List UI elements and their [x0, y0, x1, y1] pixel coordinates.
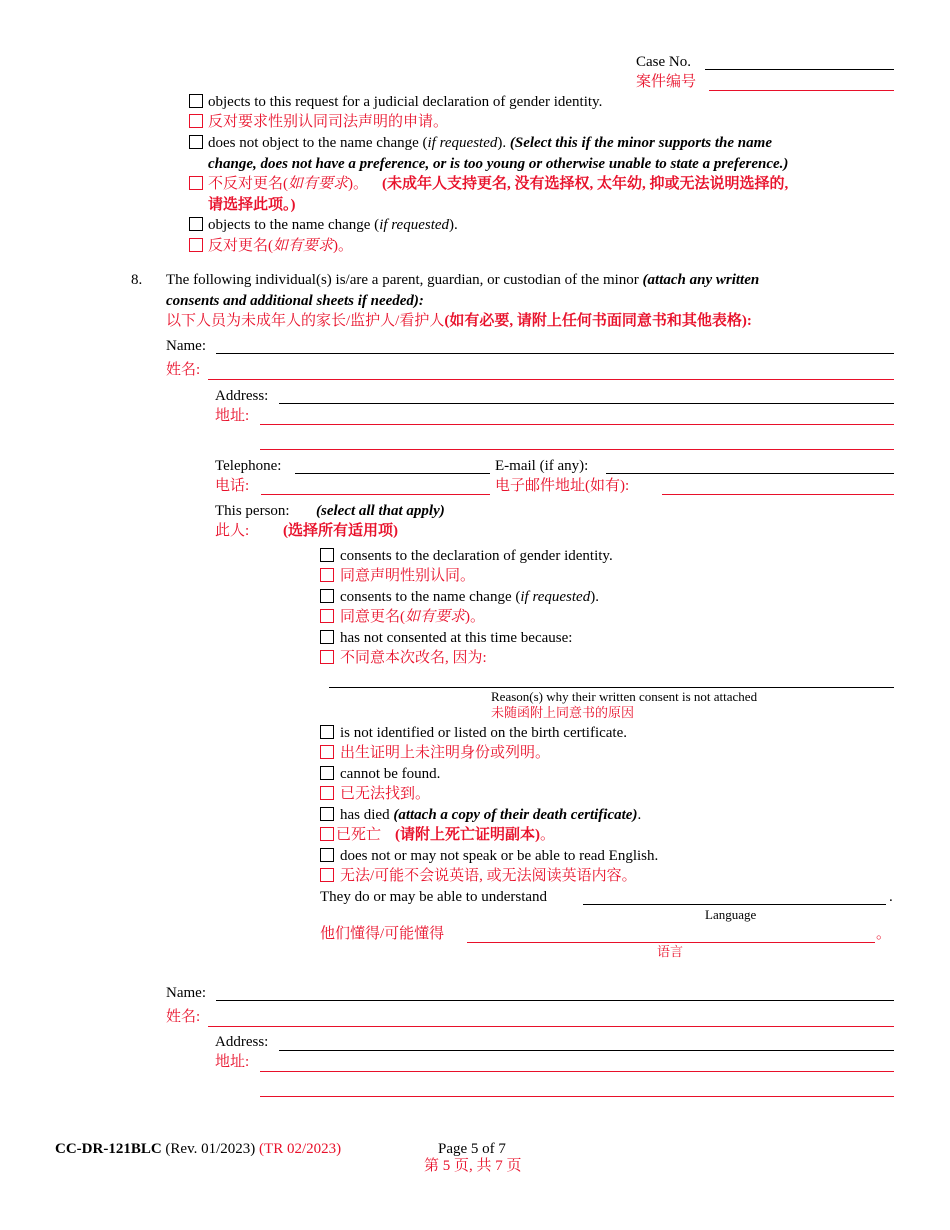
objects-gender-label-zh: 反对要求性别认同司法声明的申请。 [208, 114, 449, 130]
telephone-line[interactable] [295, 473, 490, 474]
language-line[interactable] [583, 904, 886, 905]
address-line-zh [260, 424, 894, 425]
objects-name-checkbox-zh [189, 238, 203, 252]
case-no-label-zh: 案件编号 [636, 74, 697, 90]
no-english-checkbox[interactable] [320, 848, 334, 862]
name-line-2-zh [208, 1026, 894, 1027]
no-object-name-checkbox-zh [189, 176, 203, 190]
address-label: Address: [215, 388, 269, 404]
no-object-name-note: change, does not have a preference, or is too young or otherwise unable to state a preference.) [208, 156, 789, 172]
understand-label: They do or may be able to understand [320, 889, 548, 905]
not-found-checkbox-zh [320, 786, 334, 800]
no-object-name-label-zh: 不反对更名(如有要求)。 (未成年人支持更名, 没有选择权, 太年幼, 抑或无法说明选择的, [208, 176, 789, 192]
has-died-checkbox[interactable] [320, 807, 334, 821]
name-label-2-zh: 姓名: [166, 1009, 201, 1025]
page-number-zh: 第 5 页, 共 7 页 [424, 1158, 522, 1174]
consents-gender-checkbox[interactable] [320, 548, 334, 562]
has-died-label-zh: 已死亡 (请附上死亡证明副本)。 [336, 827, 556, 843]
email-line-zh [662, 494, 894, 495]
name-line-2[interactable] [216, 1000, 894, 1001]
no-object-name-note-zh: 请选择此项。) [208, 197, 296, 213]
no-object-name-label: does not object to the name change (if requested). (Select this if the minor supports the name [208, 135, 772, 151]
not-consented-checkbox[interactable] [320, 630, 334, 644]
consents-gender-label-zh: 同意声明性别认同。 [340, 568, 476, 584]
objects-name-label-zh: 反对更名(如有要求)。 [208, 238, 354, 254]
not-listed-checkbox-zh [320, 745, 334, 759]
not-listed-label-zh: 出生证明上未注明身份或列明。 [340, 745, 551, 761]
objects-gender-label: objects to this request for a judicial declaration of gender identity. [208, 94, 603, 110]
not-consented-label: has not consented at this time because: [340, 630, 573, 646]
section-8-intro: The following individual(s) is/are a parent, guardian, or custodian of the minor (attach any written [166, 272, 760, 288]
not-listed-checkbox[interactable] [320, 725, 334, 739]
objects-name-checkbox[interactable] [189, 217, 203, 231]
no-object-name-checkbox[interactable] [189, 135, 203, 149]
case-no-label: Case No. [636, 54, 691, 70]
page-number: Page 5 of 7 [438, 1141, 506, 1157]
language-caption-zh: 语言 [657, 944, 684, 959]
case-no-line[interactable] [705, 69, 894, 70]
this-person-label: This person: [215, 503, 290, 519]
telephone-label: Telephone: [215, 458, 282, 474]
not-found-label: cannot be found. [340, 766, 441, 782]
not-consented-checkbox-zh [320, 650, 334, 664]
language-line-zh [467, 942, 875, 943]
objects-name-label: objects to the name change (if requested). [208, 217, 458, 233]
understand-period: . [889, 889, 893, 905]
name-label-2: Name: [166, 985, 206, 1001]
not-found-label-zh: 已无法找到。 [340, 786, 431, 802]
has-died-checkbox-zh [320, 827, 334, 841]
name-label-zh: 姓名: [166, 362, 201, 378]
reason-caption-zh: 未随函附上同意书的原因 [491, 705, 635, 720]
language-caption: Language [705, 907, 757, 922]
case-no-line-zh [709, 90, 894, 91]
name-label: Name: [166, 338, 206, 354]
address-line-2[interactable] [260, 449, 894, 450]
address-line-2-extra[interactable] [260, 1096, 894, 1097]
no-english-checkbox-zh [320, 868, 334, 882]
address-label-zh: 地址: [215, 408, 250, 424]
reason-line[interactable] [329, 687, 894, 688]
objects-gender-checkbox-zh [189, 114, 203, 128]
reason-caption: Reason(s) why their written consent is not attached [491, 689, 758, 704]
name-line[interactable] [216, 353, 894, 354]
consents-gender-checkbox-zh [320, 568, 334, 582]
understand-period-zh: 。 [876, 926, 892, 942]
email-line[interactable] [606, 473, 894, 474]
consents-gender-label: consents to the declaration of gender identity. [340, 548, 613, 564]
telephone-label-zh: 电话: [215, 478, 250, 494]
select-all-note: (select all that apply) [316, 503, 445, 519]
address-label-2-zh: 地址: [215, 1054, 250, 1070]
consents-name-checkbox-zh [320, 609, 334, 623]
no-english-label-zh: 无法/可能不会说英语, 或无法阅读英语内容。 [340, 868, 637, 884]
consents-name-label: consents to the name change (if requested). [340, 589, 599, 605]
telephone-line-zh [261, 494, 490, 495]
not-listed-label: is not identified or listed on the birth certificate. [340, 725, 627, 741]
address-line-2-zh [260, 1071, 894, 1072]
not-found-checkbox[interactable] [320, 766, 334, 780]
name-line-zh [208, 379, 894, 380]
this-person-label-zh: 此人: [215, 523, 250, 539]
objects-gender-checkbox[interactable] [189, 94, 203, 108]
not-consented-label-zh: 不同意本次改名, 因为: [340, 650, 487, 666]
consents-name-checkbox[interactable] [320, 589, 334, 603]
email-label-zh: 电子邮件地址(如有): [495, 478, 630, 494]
email-label: E-mail (if any): [495, 458, 589, 474]
address-label-2: Address: [215, 1034, 269, 1050]
consents-name-label-zh: 同意更名(如有要求)。 [340, 609, 486, 625]
no-english-label: does not or may not speak or be able to read English. [340, 848, 659, 864]
select-all-note-zh: (选择所有适用项) [283, 523, 398, 539]
address-line[interactable] [279, 403, 894, 404]
section-8-number: 8. [131, 272, 143, 288]
section-8-intro-zh: 以下人员为未成年人的家长/监护人/看护人(如有必要, 请附上任何书面同意书和其他表格): [166, 313, 752, 329]
section-8-intro-cont: consents and additional sheets if needed): [166, 293, 424, 309]
has-died-label: has died (attach a copy of their death certificate). [340, 807, 642, 823]
understand-label-zh: 他们懂得/可能懂得 [320, 926, 445, 942]
form-id: CC-DR-121BLC (Rev. 01/2023) (TR 02/2023) [55, 1141, 342, 1157]
address-line-2-en[interactable] [279, 1050, 894, 1051]
